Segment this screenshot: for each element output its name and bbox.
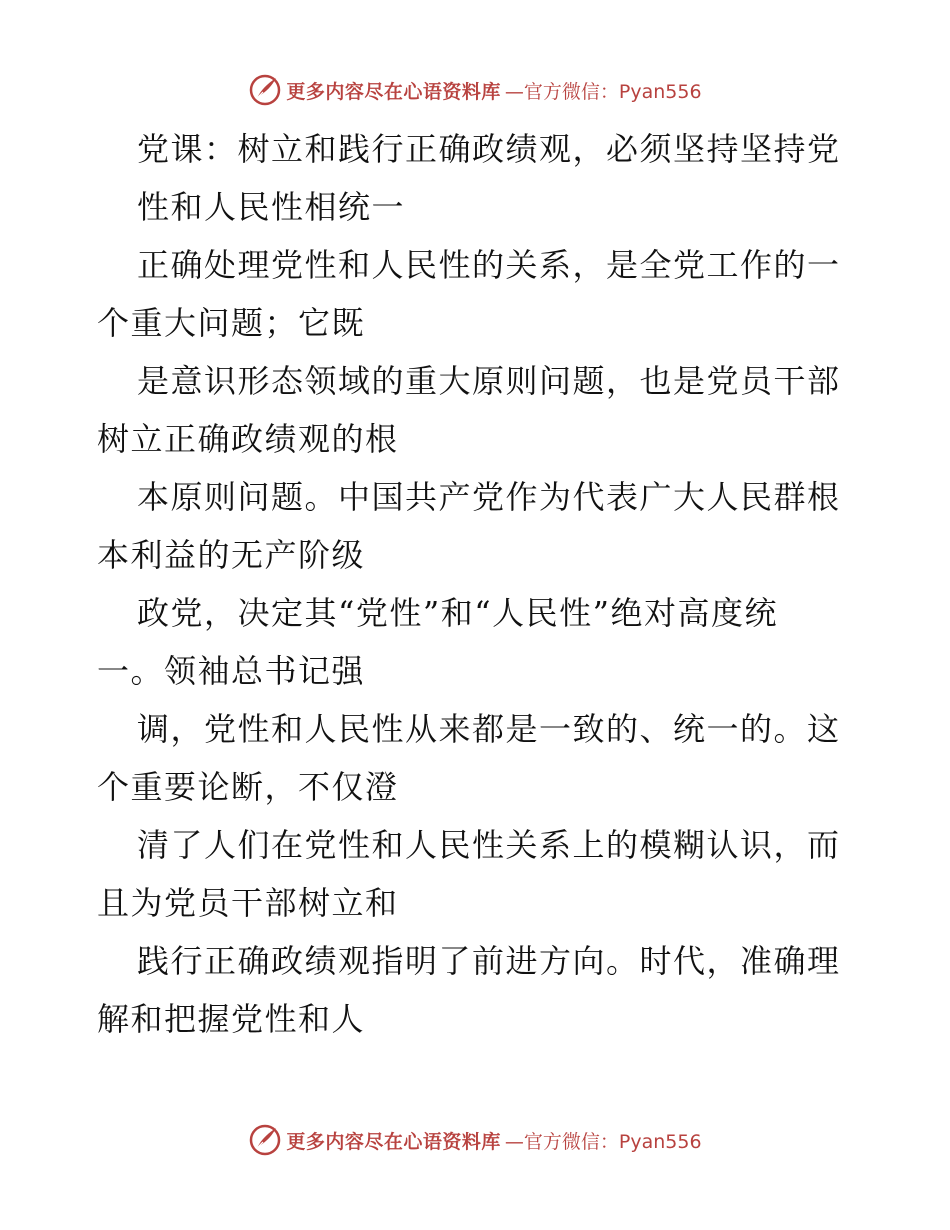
text-line: 解和把握党性和人 bbox=[97, 1000, 366, 1038]
text-line: 本利益的无产阶级 bbox=[97, 536, 366, 574]
page-header bbox=[0, 70, 950, 110]
page-footer bbox=[0, 1120, 950, 1160]
header-banner-wechat: —官方微信：Pyan556 bbox=[504, 80, 702, 103]
text-line: 个重要论断，不仅澄 bbox=[97, 768, 399, 806]
text-line: 践行正确政绩观指明了前进方向。时代，准确理 bbox=[137, 942, 841, 980]
header-banner-text: 更多内容尽在心语资料库 bbox=[286, 80, 501, 103]
text-line: 本原则问题。中国共产党作为代表广大人民群根 bbox=[137, 478, 841, 516]
text-line: 党课：树立和践行正确政绩观，必须坚持坚持党 bbox=[137, 130, 841, 168]
text-line: 调，党性和人民性从来都是一致的、统一的。这 bbox=[137, 710, 841, 748]
text-line: 树立正确政绩观的根 bbox=[97, 420, 399, 458]
quill-logo-icon bbox=[248, 73, 282, 107]
quill-logo-icon bbox=[248, 1123, 282, 1157]
text-line: 清了人们在党性和人民性关系上的模糊认识，而 bbox=[137, 826, 841, 864]
footer-banner-text: 更多内容尽在心语资料库 bbox=[286, 1130, 501, 1153]
header-banner bbox=[248, 73, 701, 107]
text-line: 个重大问题；它既 bbox=[97, 304, 366, 342]
text-line: 正确处理党性和人民性的关系，是全党工作的一 bbox=[137, 246, 841, 284]
footer-banner-wechat: —官方微信：Pyan556 bbox=[504, 1130, 702, 1153]
footer-banner bbox=[248, 1123, 701, 1157]
text-line: 性和人民性相统一 bbox=[137, 188, 406, 226]
document-body bbox=[97, 120, 857, 1048]
text-line: 一。领袖总书记强 bbox=[97, 652, 366, 690]
text-line: 政党，决定其“党性”和“人民性”绝对高度统 bbox=[137, 594, 778, 632]
text-line: 且为党员干部树立和 bbox=[97, 884, 399, 922]
text-line: 是意识形态领域的重大原则问题，也是党员干部 bbox=[137, 362, 841, 400]
